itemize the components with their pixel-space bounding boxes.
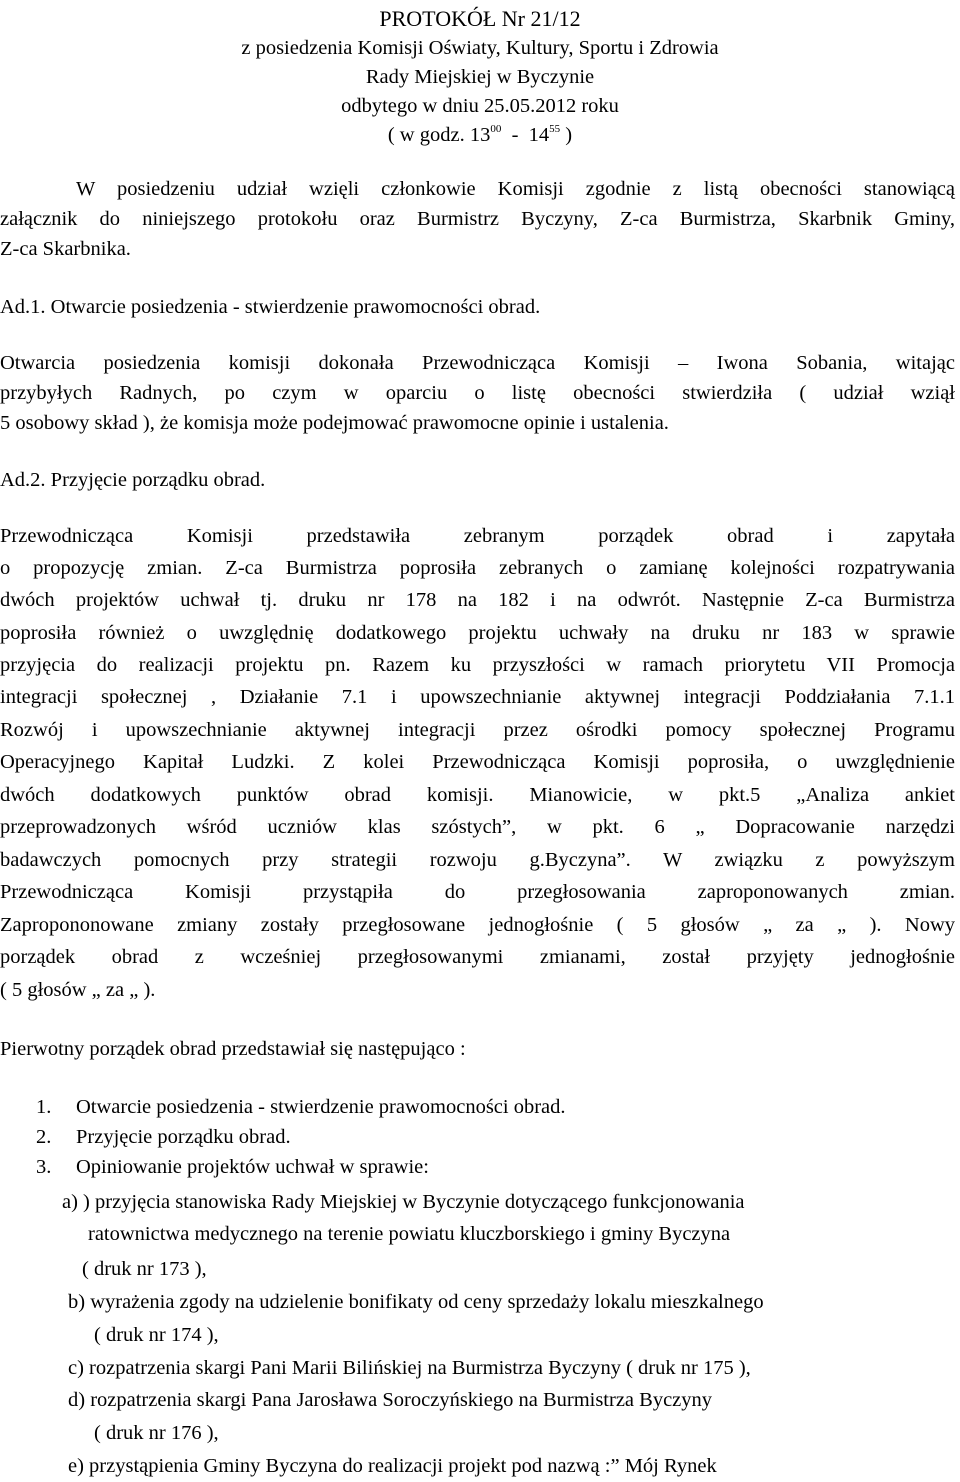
agenda-item-number: 3. — [36, 1156, 52, 1178]
agenda-subitem: e) przystąpienia Gminy Byczyna do realizacji projekt pod nazwą :” Mój Rynek — [68, 1455, 717, 1477]
paragraph-line: dwóch dodatkowych punktów obrad komisji. Mianowicie, w pkt.5 „Analiza ankiet — [0, 784, 955, 806]
paragraph-line: 5 osobowy skład ), że komisja może podejmować prawomocne opinie i ustalenia. — [0, 412, 669, 434]
agenda-item: Przyjęcie porządku obrad. — [76, 1126, 291, 1148]
paragraph-line: przeprowadzonych wśród uczniów klas szóstych”, w pkt. 6 „ Dopracowanie narzędzi — [0, 816, 955, 838]
section-heading-ad1: Ad.1. Otwarcie posiedzenia - stwierdzenie prawomocności obrad. — [0, 296, 541, 318]
agenda-intro: Pierwotny porządek obrad przedstawiał się następująco : — [0, 1038, 466, 1060]
agenda-item-number: 2. — [36, 1126, 52, 1148]
paragraph-line: Przewodnicząca Komisji przedstawiła zebranym porządek obrad i zapytała — [0, 525, 955, 547]
agenda-subitem-continuation: ( druk nr 174 ), — [94, 1324, 219, 1346]
time-mid: - 14 — [501, 124, 550, 146]
paragraph-line: przybyłych Radnych, po czym w oparciu o listę obecności stwierdziła ( udział wziął — [0, 382, 955, 404]
document-subtitle: z posiedzenia Komisji Oświaty, Kultury, Sportu i Zdrowia — [241, 37, 719, 59]
time-end-minutes: 55 — [549, 123, 561, 135]
agenda-item-number: 1. — [36, 1096, 52, 1118]
paragraph-line: badawczych pomocnych przy strategii rozwoju g.Byczyna”. W związku z powyższym — [0, 849, 955, 871]
agenda-subitem: c) rozpatrzenia skargi Pani Marii Bilińskiej na Burmistrza Byczyny ( druk nr 175 ), — [68, 1357, 751, 1379]
agenda-item: Otwarcie posiedzenia - stwierdzenie prawomocności obrad. — [76, 1096, 566, 1118]
agenda-subitem-continuation: ( druk nr 176 ), — [94, 1422, 219, 1444]
meeting-time — [0, 122, 960, 148]
paragraph-line: poprosiła również o uwzględnię dodatkowego projektu uchwały na druku nr 183 w sprawie — [0, 622, 955, 644]
council-name: Rady Miejskiej w Byczynie — [365, 66, 595, 88]
agenda-item: Opiniowanie projektów uchwał w sprawie: — [76, 1156, 429, 1178]
time-start-minutes: 00 — [490, 123, 502, 135]
paragraph-line: integracji społecznej , Działanie 7.1 i upowszechnianie aktywnej integracji Poddziałania 7.1.1 — [0, 686, 955, 708]
paragraph-line: Otwarcia posiedzenia komisji dokonała Przewodnicząca Komisji – Iwona Sobania, witając — [0, 352, 955, 374]
agenda-subitem: a) ) przyjęcia stanowiska Rady Miejskiej w Byczynie dotyczącego funkcjonowania — [62, 1191, 745, 1213]
meeting-date: odbytego w dniu 25.05.2012 roku — [341, 95, 619, 117]
paragraph-line: przyjęcia do realizacji projektu pn. Razem ku przyszłości w ramach priorytetu VII Promocja — [0, 654, 955, 676]
paragraph-line: Rozwój i upowszechnianie aktywnej integracji przez ośrodki pomocy społecznej Programu — [0, 719, 955, 741]
intro-line: W posiedzeniu udział wzięli członkowie Komisji zgodnie z listą obecności stanowiącą — [76, 178, 955, 200]
document-title: PROTOKÓŁ Nr 21/12 — [379, 6, 581, 31]
paragraph-line: porządek obrad z wcześniej przegłosowanymi zmianami, został przyjęty jednogłośnie — [0, 946, 955, 968]
section-heading-ad2: Ad.2. Przyjęcie porządku obrad. — [0, 469, 266, 491]
paragraph-line: Operacyjnego Kapitał Ludzki. Z kolei Przewodnicząca Komisji poprosiła, o uwzględnienie — [0, 751, 955, 773]
agenda-subitem-continuation: ratownictwa medycznego na terenie powiatu kluczborskiego i gminy Byczyna — [88, 1223, 731, 1245]
paragraph-line: ( 5 głosów „ za „ ). — [0, 979, 156, 1001]
paragraph-line: Zapropononowane zmiany zostały przegłosowane jednogłośnie ( 5 głosów „ za „ ). Nowy — [0, 914, 955, 936]
time-suffix: ) — [565, 124, 573, 146]
intro-line: załącznik do niniejszego protokołu oraz Burmistrz Byczyny, Z-ca Burmistrza, Skarbnik Gminy, — [0, 208, 955, 230]
agenda-subitem: d) rozpatrzenia skargi Pana Jarosława Soroczyńskiego na Burmistrza Byczyny — [68, 1389, 713, 1411]
agenda-subitem-continuation: ( druk nr 173 ), — [82, 1258, 207, 1280]
intro-line: Z-ca Skarbnika. — [0, 238, 131, 260]
paragraph-line: Przewodnicząca Komisji przystąpiła do przegłosowania zaproponowanych zmian. — [0, 881, 955, 903]
time-prefix: ( w godz. 13 — [387, 124, 491, 146]
paragraph-line: o propozycję zmian. Z-ca Burmistrza poprosiła zebranych o zamianę kolejności rozpatrywania — [0, 557, 955, 579]
agenda-subitem: b) wyrażenia zgody na udzielenie bonifikaty od ceny sprzedaży lokalu mieszkalnego — [68, 1291, 764, 1313]
paragraph-line: dwóch projektów uchwał tj. druku nr 178 na 182 i na odwrót. Następnie Z-ca Burmistrza — [0, 589, 955, 611]
